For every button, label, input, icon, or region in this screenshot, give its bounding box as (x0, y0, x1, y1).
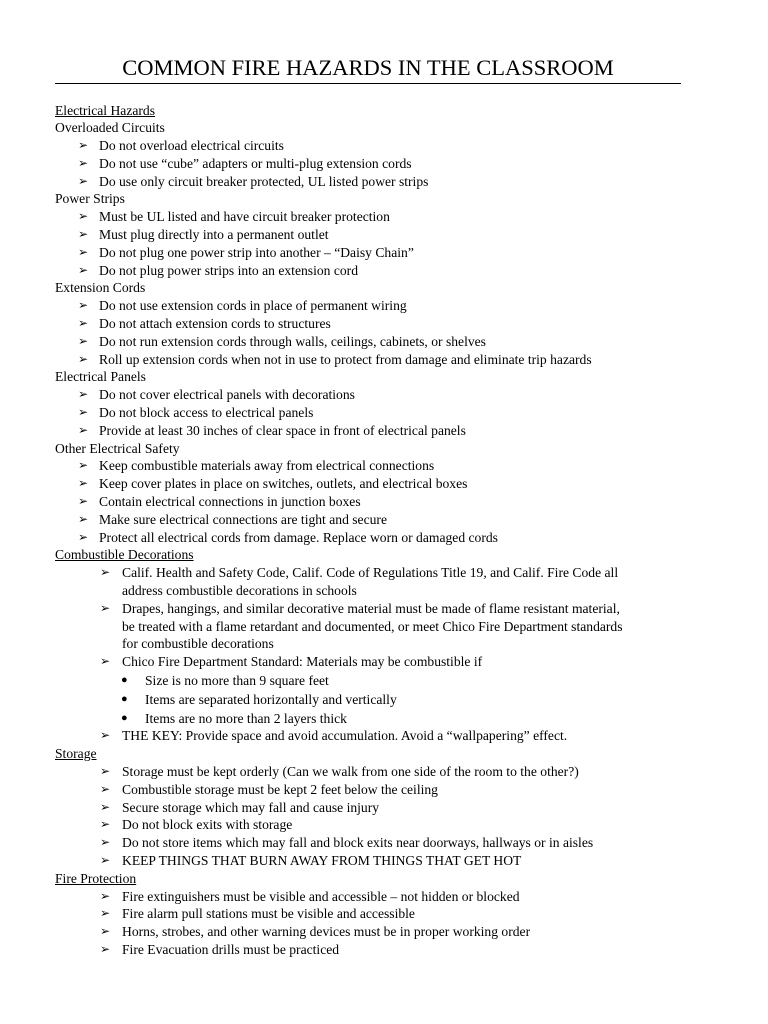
arrow-bullet-icon: ➢ (78, 316, 89, 331)
list-item: ➢ Horns, strobes, and other warning devices must be in proper working order (100, 924, 531, 940)
arrow-bullet-icon: ➢ (78, 529, 89, 544)
list-item: ➢ Roll up extension cords when not in use to protect from damage and eliminate trip hazards (78, 351, 592, 367)
dot-bullet-icon: ● (121, 711, 128, 724)
section-heading-fire-protection: Fire Protection (55, 870, 137, 886)
sub-list-item: ● Items are separated horizontally and vertically (121, 691, 397, 707)
arrow-bullet-icon: ➢ (100, 888, 111, 903)
list-item: ➢ Do not use “cube” adapters or multi-plug extension cords (78, 155, 412, 171)
list-item: ➢ Calif. Health and Safety Code, Calif. Code of Regulations Title 19, and Calif. Fire Code all (100, 565, 619, 581)
arrow-bullet-icon: ➢ (78, 173, 89, 188)
arrow-bullet-icon: ➢ (100, 781, 111, 796)
arrow-bullet-icon: ➢ (78, 351, 89, 366)
subheading-power-strips: Power Strips (55, 191, 125, 207)
list-item: ➢ THE KEY: Provide space and avoid accumulation. Avoid a “wallpapering” effect. (100, 728, 568, 744)
arrow-bullet-icon: ➢ (78, 244, 89, 259)
list-item: ➢ Keep cover plates in place on switches, outlets, and electrical boxes (78, 476, 468, 492)
arrow-bullet-icon: ➢ (100, 906, 111, 921)
title-divider (55, 83, 681, 84)
section-heading-storage: Storage (55, 746, 97, 762)
list-item: ➢ Combustible storage must be kept 2 feet below the ceiling (100, 781, 438, 797)
dot-bullet-icon: ● (121, 692, 128, 705)
arrow-bullet-icon: ➢ (100, 835, 111, 850)
list-item: ➢ Chico Fire Department Standard: Materials may be combustible if (100, 654, 483, 670)
list-item: ➢ Make sure electrical connections are tight and secure (78, 511, 387, 527)
arrow-bullet-icon: ➢ (100, 600, 111, 615)
list-item: ➢ Keep combustible materials away from electrical connections (78, 458, 435, 474)
list-item: ➢ Do not store items which may fall and block exits near doorways, hallways or in aisles (100, 835, 594, 851)
list-item: ➢ Must plug directly into a permanent outlet (78, 227, 329, 243)
list-item: ➢ Do not block exits with storage (100, 817, 293, 833)
arrow-bullet-icon: ➢ (100, 817, 111, 832)
list-item: ➢ Do not run extension cords through walls, ceilings, cabinets, or shelves (78, 333, 486, 349)
sub-list-item: ● Size is no more than 9 square feet (121, 673, 329, 688)
list-item-continuation: for combustible decorations (122, 636, 274, 652)
sub-list-item: ● Items are no more than 2 layers thick (121, 710, 347, 726)
arrow-bullet-icon: ➢ (78, 298, 89, 313)
list-item: ➢ Do not attach extension cords to structures (78, 316, 331, 332)
list-item: ➢ Do not overload electrical circuits (78, 138, 284, 154)
subheading-other-electrical-safety: Other Electrical Safety (55, 440, 180, 456)
arrow-bullet-icon: ➢ (78, 494, 89, 509)
arrow-bullet-icon: ➢ (100, 941, 111, 956)
list-item: ➢ Drapes, hangings, and similar decorative material must be made of flame resistant material, (100, 600, 620, 616)
list-item: ➢ Do not plug power strips into an extension cord (78, 262, 358, 278)
arrow-bullet-icon: ➢ (78, 476, 89, 491)
document-body (55, 102, 745, 959)
list-item: ➢ Must be UL listed and have circuit breaker protection (78, 209, 390, 225)
list-item: ➢ Contain electrical connections in junction boxes (78, 494, 361, 510)
list-item: ➢ Do not use extension cords in place of permanent wiring (78, 298, 407, 314)
arrow-bullet-icon: ➢ (78, 227, 89, 242)
arrow-bullet-icon: ➢ (78, 333, 89, 348)
arrow-bullet-icon: ➢ (78, 458, 89, 473)
arrow-bullet-icon: ➢ (78, 155, 89, 170)
arrow-bullet-icon: ➢ (78, 422, 89, 437)
list-item: ➢ Fire Evacuation drills must be practiced (100, 941, 340, 957)
arrow-bullet-icon: ➢ (78, 387, 89, 402)
arrow-bullet-icon: ➢ (100, 763, 111, 778)
page-title: COMMON FIRE HAZARDS IN THE CLASSROOM (122, 55, 614, 80)
list-item-continuation: address combustible decorations in schools (122, 583, 357, 599)
dot-bullet-icon: ● (121, 674, 128, 686)
list-item: ➢ Do not plug one power strip into another – “Daisy Chain” (78, 244, 414, 260)
section-heading-combustible-decorations: Combustible Decorations (55, 547, 194, 563)
arrow-bullet-icon: ➢ (100, 565, 111, 580)
subheading-electrical-panels: Electrical Panels (55, 369, 146, 385)
arrow-bullet-icon: ➢ (78, 511, 89, 526)
arrow-bullet-icon: ➢ (78, 209, 89, 224)
section-heading-electrical: Electrical Hazards (55, 102, 156, 118)
list-item: ➢ Secure storage which may fall and cause injury (100, 799, 380, 815)
list-item: ➢ Do use only circuit breaker protected, UL listed power strips (78, 173, 429, 189)
list-item: ➢ Fire alarm pull stations must be visible and accessible (100, 906, 415, 922)
arrow-bullet-icon: ➢ (100, 654, 111, 669)
arrow-bullet-icon: ➢ (78, 138, 89, 153)
list-item: ➢ Do not cover electrical panels with decorations (78, 387, 355, 403)
list-item: ➢ Storage must be kept orderly (Can we walk from one side of the room to the other?) (100, 763, 579, 779)
list-item: ➢ Provide at least 30 inches of clear space in front of electrical panels (78, 422, 466, 438)
arrow-bullet-icon: ➢ (78, 262, 89, 277)
list-item: ➢ KEEP THINGS THAT BURN AWAY FROM THINGS THAT GET HOT (100, 852, 522, 868)
list-item: ➢ Do not block access to electrical panels (78, 405, 314, 421)
subheading-extension-cords: Extension Cords (55, 280, 146, 296)
list-item: ➢ Fire extinguishers must be visible and accessible – not hidden or blocked (100, 888, 520, 904)
arrow-bullet-icon: ➢ (100, 728, 111, 743)
list-item-continuation: be treated with a flame retardant and documented, or meet Chico Fire Department standards (122, 618, 623, 634)
arrow-bullet-icon: ➢ (78, 405, 89, 420)
arrow-bullet-icon: ➢ (100, 799, 111, 814)
arrow-bullet-icon: ➢ (100, 924, 111, 939)
list-item: ➢ Protect all electrical cords from damage. Replace worn or damaged cords (78, 529, 498, 545)
subheading-overloaded-circuits: Overloaded Circuits (55, 120, 165, 136)
arrow-bullet-icon: ➢ (100, 852, 111, 867)
